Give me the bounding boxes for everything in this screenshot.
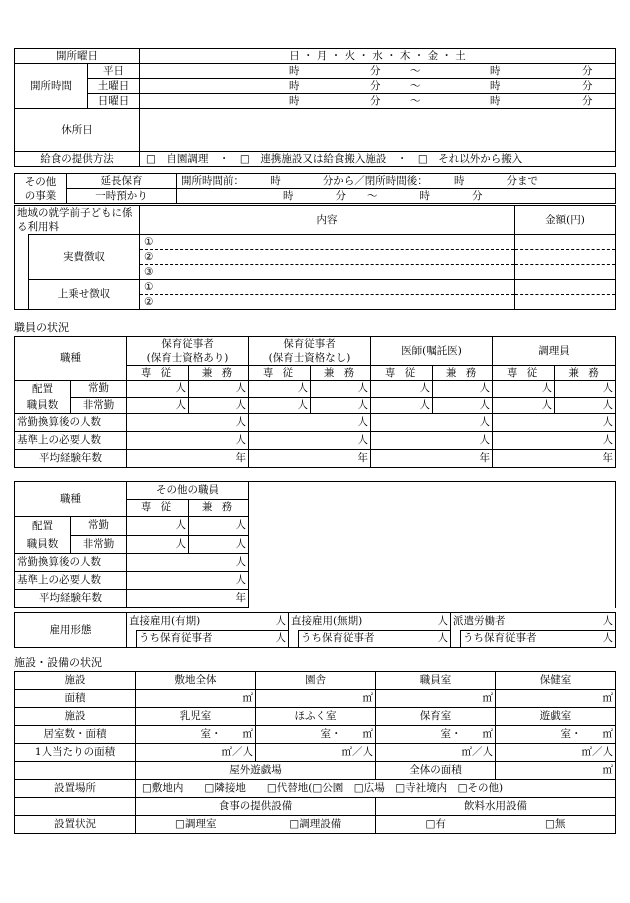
facility-label: 施設 xyxy=(15,708,136,726)
extra-fee-label: 上乗せ徴収 xyxy=(29,280,140,310)
required-label: 基準上の必要人数 xyxy=(15,432,127,450)
full-time-header: 専 従 xyxy=(493,366,555,381)
rooms-cell: 室・ ㎡ xyxy=(496,726,616,744)
other-business-table xyxy=(14,173,616,204)
person-cell: 人 xyxy=(127,397,189,414)
person-cell: 人 xyxy=(493,381,555,398)
person-cell: 人 xyxy=(127,414,249,432)
nonregular-label: 非常勤 xyxy=(71,535,127,554)
other-staff-header: その他の職員 xyxy=(127,482,249,500)
water-no-option[interactable]: □無 xyxy=(496,816,616,834)
opening-hours-label: 開所時間 xyxy=(15,64,88,109)
dispatched-cell: 派遣労働者 人 xyxy=(451,613,616,631)
converted-label: 常勤換算後の人数 xyxy=(15,414,127,432)
hours-row-value: 時 分 ～ 時 分 xyxy=(140,64,616,79)
extended-care-label: 延長保育 xyxy=(67,174,177,189)
indent-cell xyxy=(289,630,299,648)
extra-fee-amount xyxy=(515,295,616,310)
person-cell: 人 xyxy=(555,381,616,398)
person-cell: 人 xyxy=(127,517,189,536)
actual-cost-amount xyxy=(515,250,616,265)
sqm-cell: ㎡ xyxy=(496,762,616,780)
sqm-cell: ㎡ xyxy=(496,690,616,708)
person-cell: 人 xyxy=(311,381,371,398)
regular-label: 常勤 xyxy=(71,381,127,398)
person-cell: 人 xyxy=(433,381,493,398)
person-cell: 人 xyxy=(371,432,493,450)
person-cell: 人 xyxy=(493,414,616,432)
converted-label: 常勤換算後の人数 xyxy=(15,554,127,572)
staff-group-3: 医師(嘱託医) xyxy=(371,337,493,366)
fee-indent xyxy=(15,235,29,310)
fee-content-header: 内容 xyxy=(140,206,515,235)
part-time-header: 兼 務 xyxy=(555,366,616,381)
status-label: 設置状況 xyxy=(15,816,136,834)
person-cell: 人 xyxy=(127,381,189,398)
direct-perm-cell: 直接雇用(無期) 人 xyxy=(289,613,451,631)
rooms-cell: 室・ ㎡ xyxy=(136,726,256,744)
facility-col: 遊戯室 xyxy=(496,708,616,726)
person-cell: 人 xyxy=(249,414,371,432)
facility-col: 敷地全体 xyxy=(136,672,256,690)
direct-fixed-cell: 直接雇用(有期) 人 xyxy=(127,613,289,631)
extra-fee-amount xyxy=(515,280,616,295)
extended-care-value: 開所時間前： 時 分から／閉所時間後： 時 分まで xyxy=(177,174,616,189)
required-label: 基準上の必要人数 xyxy=(15,572,127,590)
facility-col: 園舎 xyxy=(256,672,376,690)
person-cell: 人 xyxy=(493,397,555,414)
full-time-header: 専 従 xyxy=(249,366,311,381)
kitchen-equipment-option[interactable]: □調理設備 xyxy=(256,816,376,834)
person-cell: 人 xyxy=(371,397,433,414)
per-person-cell: ㎡／人 xyxy=(496,744,616,762)
part-time-header: 兼 務 xyxy=(189,366,249,381)
employment-table xyxy=(14,612,616,648)
person-cell: 人 xyxy=(311,397,371,414)
indent-cell xyxy=(127,630,137,648)
per-person-cell: ㎡／人 xyxy=(256,744,376,762)
temporary-care-label: 一時預かり xyxy=(67,189,177,204)
staff-group-1: 保育従事者 (保育士資格あり) xyxy=(127,337,249,366)
staff-type-label: 職種 xyxy=(15,482,127,517)
opening-days-value: 日 ・ 月 ・ 火 ・ 水 ・ 木 ・ 金 ・ 土 xyxy=(140,49,616,64)
water-equipment-label: 飲料水用設備 xyxy=(376,798,616,816)
sqm-cell: ㎡ xyxy=(376,690,496,708)
part-time-header: 兼 務 xyxy=(433,366,493,381)
facility-table xyxy=(14,671,616,834)
nonregular-label: 非常勤 xyxy=(71,397,127,414)
other-staff-table xyxy=(14,481,616,608)
staff-table xyxy=(14,336,616,468)
total-area-label: 全体の面積 xyxy=(376,762,496,780)
sqm-cell: ㎡ xyxy=(256,690,376,708)
full-time-header: 専 従 xyxy=(127,499,189,517)
person-cell: 人 xyxy=(189,381,249,398)
person-cell: 人 xyxy=(189,517,249,536)
of-which-cell: うち保育従事者 人 xyxy=(299,630,451,648)
hours-row-value: 時 分 ～ 時 分 xyxy=(140,79,616,94)
fee-amount-header: 金額(円) xyxy=(515,206,616,235)
of-which-cell: うち保育従事者 人 xyxy=(461,630,616,648)
hours-row-label: 日曜日 xyxy=(88,94,140,109)
temporary-care-value: 時 分 ～ 時 分 xyxy=(177,189,616,204)
placement-label: 配置 職員数 xyxy=(15,517,71,554)
rooms-area-label: 居室数・面積 xyxy=(15,726,136,744)
kitchen-room-option[interactable]: □調理室 xyxy=(136,816,256,834)
employment-label: 雇用形態 xyxy=(15,613,127,648)
outdoor-label: 屋外遊戯場 xyxy=(136,762,376,780)
blank-area xyxy=(249,482,616,608)
actual-cost-item: ① xyxy=(140,235,515,250)
actual-cost-label: 実費徴収 xyxy=(29,235,140,280)
per-person-cell: ㎡／人 xyxy=(376,744,496,762)
meal-method-label: 給食の提供方法 xyxy=(15,152,140,167)
rooms-cell: 室・ ㎡ xyxy=(256,726,376,744)
person-cell: 人 xyxy=(249,381,311,398)
year-cell: 年 xyxy=(127,590,249,608)
hours-row-label: 平日 xyxy=(88,64,140,79)
water-yes-option[interactable]: □有 xyxy=(376,816,496,834)
area-label: 面積 xyxy=(15,690,136,708)
facility-col: 保健室 xyxy=(496,672,616,690)
location-options: □敷地内 □隣接地 □代替地(□公園 □広場 □寺社境内 □その他) xyxy=(136,780,616,798)
staff-section-title: 職員の状況 xyxy=(14,321,69,334)
actual-cost-item: ② xyxy=(140,250,515,265)
hours-row-label: 土曜日 xyxy=(88,79,140,94)
per-person-label: 1人当たりの面積 xyxy=(15,744,136,762)
full-time-header: 専 従 xyxy=(371,366,433,381)
per-person-cell: ㎡／人 xyxy=(136,744,256,762)
facility-col: 乳児室 xyxy=(136,708,256,726)
rooms-cell: 室・ ㎡ xyxy=(376,726,496,744)
person-cell: 人 xyxy=(127,535,189,554)
sqm-cell: ㎡ xyxy=(136,690,256,708)
meal-method-options: □ 自園調理 ・ □ 連携施設又は給食搬入施設 ・ □ それ以外から搬入 xyxy=(140,152,616,167)
location-label: 設置場所 xyxy=(15,780,136,798)
person-cell: 人 xyxy=(371,381,433,398)
staff-group-2: 保育従事者 (保育士資格なし) xyxy=(249,337,371,366)
other-business-label: その他 の事業 xyxy=(15,174,67,204)
closed-days-value xyxy=(140,109,616,152)
facility-col: ほふく室 xyxy=(256,708,376,726)
person-cell: 人 xyxy=(189,397,249,414)
hours-row-value: 時 分 ～ 時 分 xyxy=(140,94,616,109)
year-cell: 年 xyxy=(371,450,493,468)
blank-cell xyxy=(15,762,136,780)
fee-label: 地域の就学前子どもに係る利用料 xyxy=(15,206,140,235)
person-cell: 人 xyxy=(127,554,249,572)
indent-cell xyxy=(451,630,461,648)
blank-cell xyxy=(15,798,136,816)
actual-cost-item: ③ xyxy=(140,265,515,280)
facility-section-title: 施設・設備の状況 xyxy=(14,656,102,669)
year-cell: 年 xyxy=(127,450,249,468)
closed-days-label: 休所日 xyxy=(15,109,140,152)
person-cell: 人 xyxy=(127,572,249,590)
part-time-header: 兼 務 xyxy=(189,499,249,517)
facility-label: 施設 xyxy=(15,672,136,690)
facility-col: 保育室 xyxy=(376,708,496,726)
year-cell: 年 xyxy=(493,450,616,468)
regular-label: 常勤 xyxy=(71,517,127,536)
placement-label: 配置 職員数 xyxy=(15,381,71,414)
person-cell: 人 xyxy=(493,432,616,450)
avg-years-label: 平均経験年数 xyxy=(15,450,127,468)
part-time-header: 兼 務 xyxy=(311,366,371,381)
of-which-cell: うち保育従事者 人 xyxy=(137,630,289,648)
staff-group-4: 調理員 xyxy=(493,337,616,366)
full-time-header: 専 従 xyxy=(127,366,189,381)
facility-col: 職員室 xyxy=(376,672,496,690)
actual-cost-amount xyxy=(515,265,616,280)
extra-fee-item: ② xyxy=(140,295,515,310)
actual-cost-amount xyxy=(515,235,616,250)
opening-table xyxy=(14,48,616,167)
opening-days-label: 開所曜日 xyxy=(15,49,140,64)
person-cell: 人 xyxy=(249,432,371,450)
extra-fee-item: ① xyxy=(140,280,515,295)
person-cell: 人 xyxy=(555,397,616,414)
year-cell: 年 xyxy=(249,450,371,468)
person-cell: 人 xyxy=(433,397,493,414)
person-cell: 人 xyxy=(189,535,249,554)
meal-equipment-label: 食事の提供設備 xyxy=(136,798,376,816)
person-cell: 人 xyxy=(127,432,249,450)
staff-type-label: 職種 xyxy=(15,337,127,381)
person-cell: 人 xyxy=(371,414,493,432)
fee-table xyxy=(14,205,616,310)
person-cell: 人 xyxy=(249,397,311,414)
avg-years-label: 平均経験年数 xyxy=(15,590,127,608)
